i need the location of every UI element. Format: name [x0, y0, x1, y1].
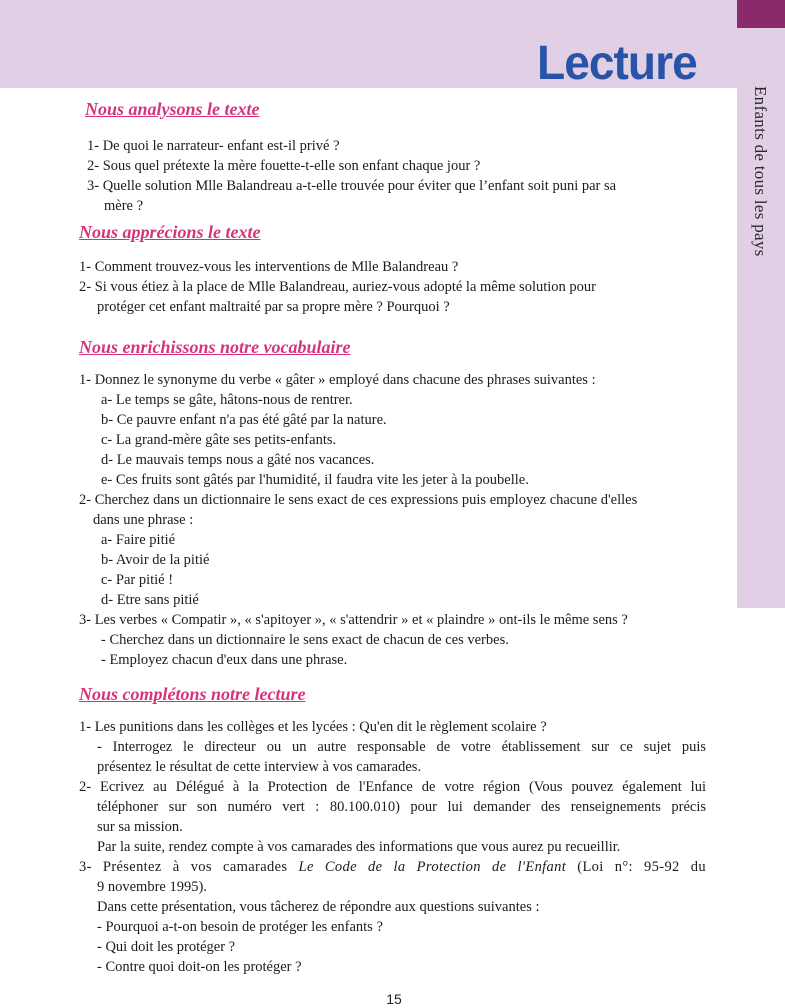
page-number: 15	[386, 991, 402, 1007]
question-subline: a- Faire pitié	[101, 532, 176, 548]
question-subline: téléphoner sur son numéro vert : 80.100.010) pour lui demander des renseignements précis	[97, 799, 706, 815]
page-title: Lecture	[537, 37, 697, 90]
question-subline: 9 novembre 1995).	[97, 879, 207, 895]
question-line: 1- Donnez le synonyme du verbe « gâter » employé dans chacune des phrases suivantes :	[79, 372, 596, 388]
question-subline: - Cherchez dans un dictionnaire le sens exact de chacun de ces verbes.	[101, 632, 509, 648]
question-line: 3- Quelle solution Mlle Balandreau a-t-elle trouvée pour éviter que l’enfant soit puni par sa	[87, 178, 617, 194]
question-subline: Dans cette présentation, vous tâcherez de répondre aux questions suivantes :	[97, 899, 540, 915]
question-subline: - Employez chacun d'eux dans une phrase.	[101, 652, 348, 668]
corner-tab	[737, 0, 785, 28]
question-line: 1- Les punitions dans les collèges et les lycées : Qu'en dit le règlement scolaire ?	[79, 719, 547, 735]
question-subline: - Interrogez le directeur ou un autre responsable de votre établissement sur ce sujet puis	[97, 739, 706, 755]
question-subline: - Qui doit les protéger ?	[97, 939, 236, 955]
question-subline: Par la suite, rendez compte à vos camarades des informations que vous aurez pu recueillir.	[97, 839, 621, 855]
question-subline: c- Par pitié !	[101, 572, 174, 588]
question-subline: - Contre quoi doit-on les protéger ?	[97, 959, 302, 975]
side-chapter-title: Enfants de tous les pays	[751, 86, 770, 257]
section-heading-analysons: Nous analysons le texte	[85, 99, 260, 119]
question-line: 2- Sous quel prétexte la mère fouette-t-elle son enfant chaque jour ?	[87, 158, 481, 174]
question-subline: b- Avoir de la pitié	[101, 552, 210, 568]
question-subline: d- Etre sans pitié	[101, 592, 199, 608]
question-subline: d- Le mauvais temps nous a gâté nos vacances.	[101, 452, 375, 468]
code-title: Le Code de la Protection de l'Enfant	[298, 859, 567, 875]
question-line: mère ?	[104, 198, 144, 214]
section-heading-enrichissons: Nous enrichissons notre vocabulaire	[79, 337, 351, 357]
question-line: dans une phrase :	[93, 512, 194, 528]
question-subline: - Pourquoi a-t-on besoin de protéger les enfants ?	[97, 919, 383, 935]
question-line	[79, 857, 706, 877]
question-line: 2- Si vous étiez à la place de Mlle Balandreau, auriez-vous adopté la même solution pour	[79, 279, 596, 295]
question-line: 2- Cherchez dans un dictionnaire le sens exact de ces expressions puis employez chacune d'elles	[79, 492, 638, 508]
question-line: 3- Les verbes « Compatir », « s'apitoyer », « s'attendrir » et « plaindre » ont-ils le même sens ?	[79, 612, 628, 628]
question-line: 1- De quoi le narrateur- enfant est-il privé ?	[87, 138, 340, 154]
question-line: 2- Ecrivez au Délégué à la Protection de l'Enfance de votre région (Vous pouvez également lui	[79, 779, 706, 795]
question-subline: c- La grand-mère gâte ses petits-enfants.	[101, 432, 337, 448]
question-subline: e- Ces fruits sont gâtés par l'humidité, il faudra vite les jeter à la poubelle.	[101, 472, 529, 488]
question-line: protéger cet enfant maltraité par sa propre mère ? Pourquoi ?	[97, 299, 450, 315]
question-text: 3- Présentez à vos camarades	[79, 859, 288, 875]
question-subline: présentez le résultat de cette interview à vos camarades.	[97, 759, 422, 775]
section-heading-apprecions: Nous apprécions le texte	[79, 222, 261, 242]
law-reference: (Loi n°: 95-92 du	[577, 859, 706, 875]
question-line: 1- Comment trouvez-vous les interventions de Mlle Balandreau ?	[79, 259, 459, 275]
question-subline: sur sa mission.	[97, 819, 183, 835]
question-subline: b- Ce pauvre enfant n'a pas été gâté par la nature.	[101, 412, 387, 428]
question-subline: a- Le temps se gâte, hâtons-nous de rentrer.	[101, 392, 353, 408]
section-heading-completons: Nous complétons notre lecture	[79, 684, 306, 704]
